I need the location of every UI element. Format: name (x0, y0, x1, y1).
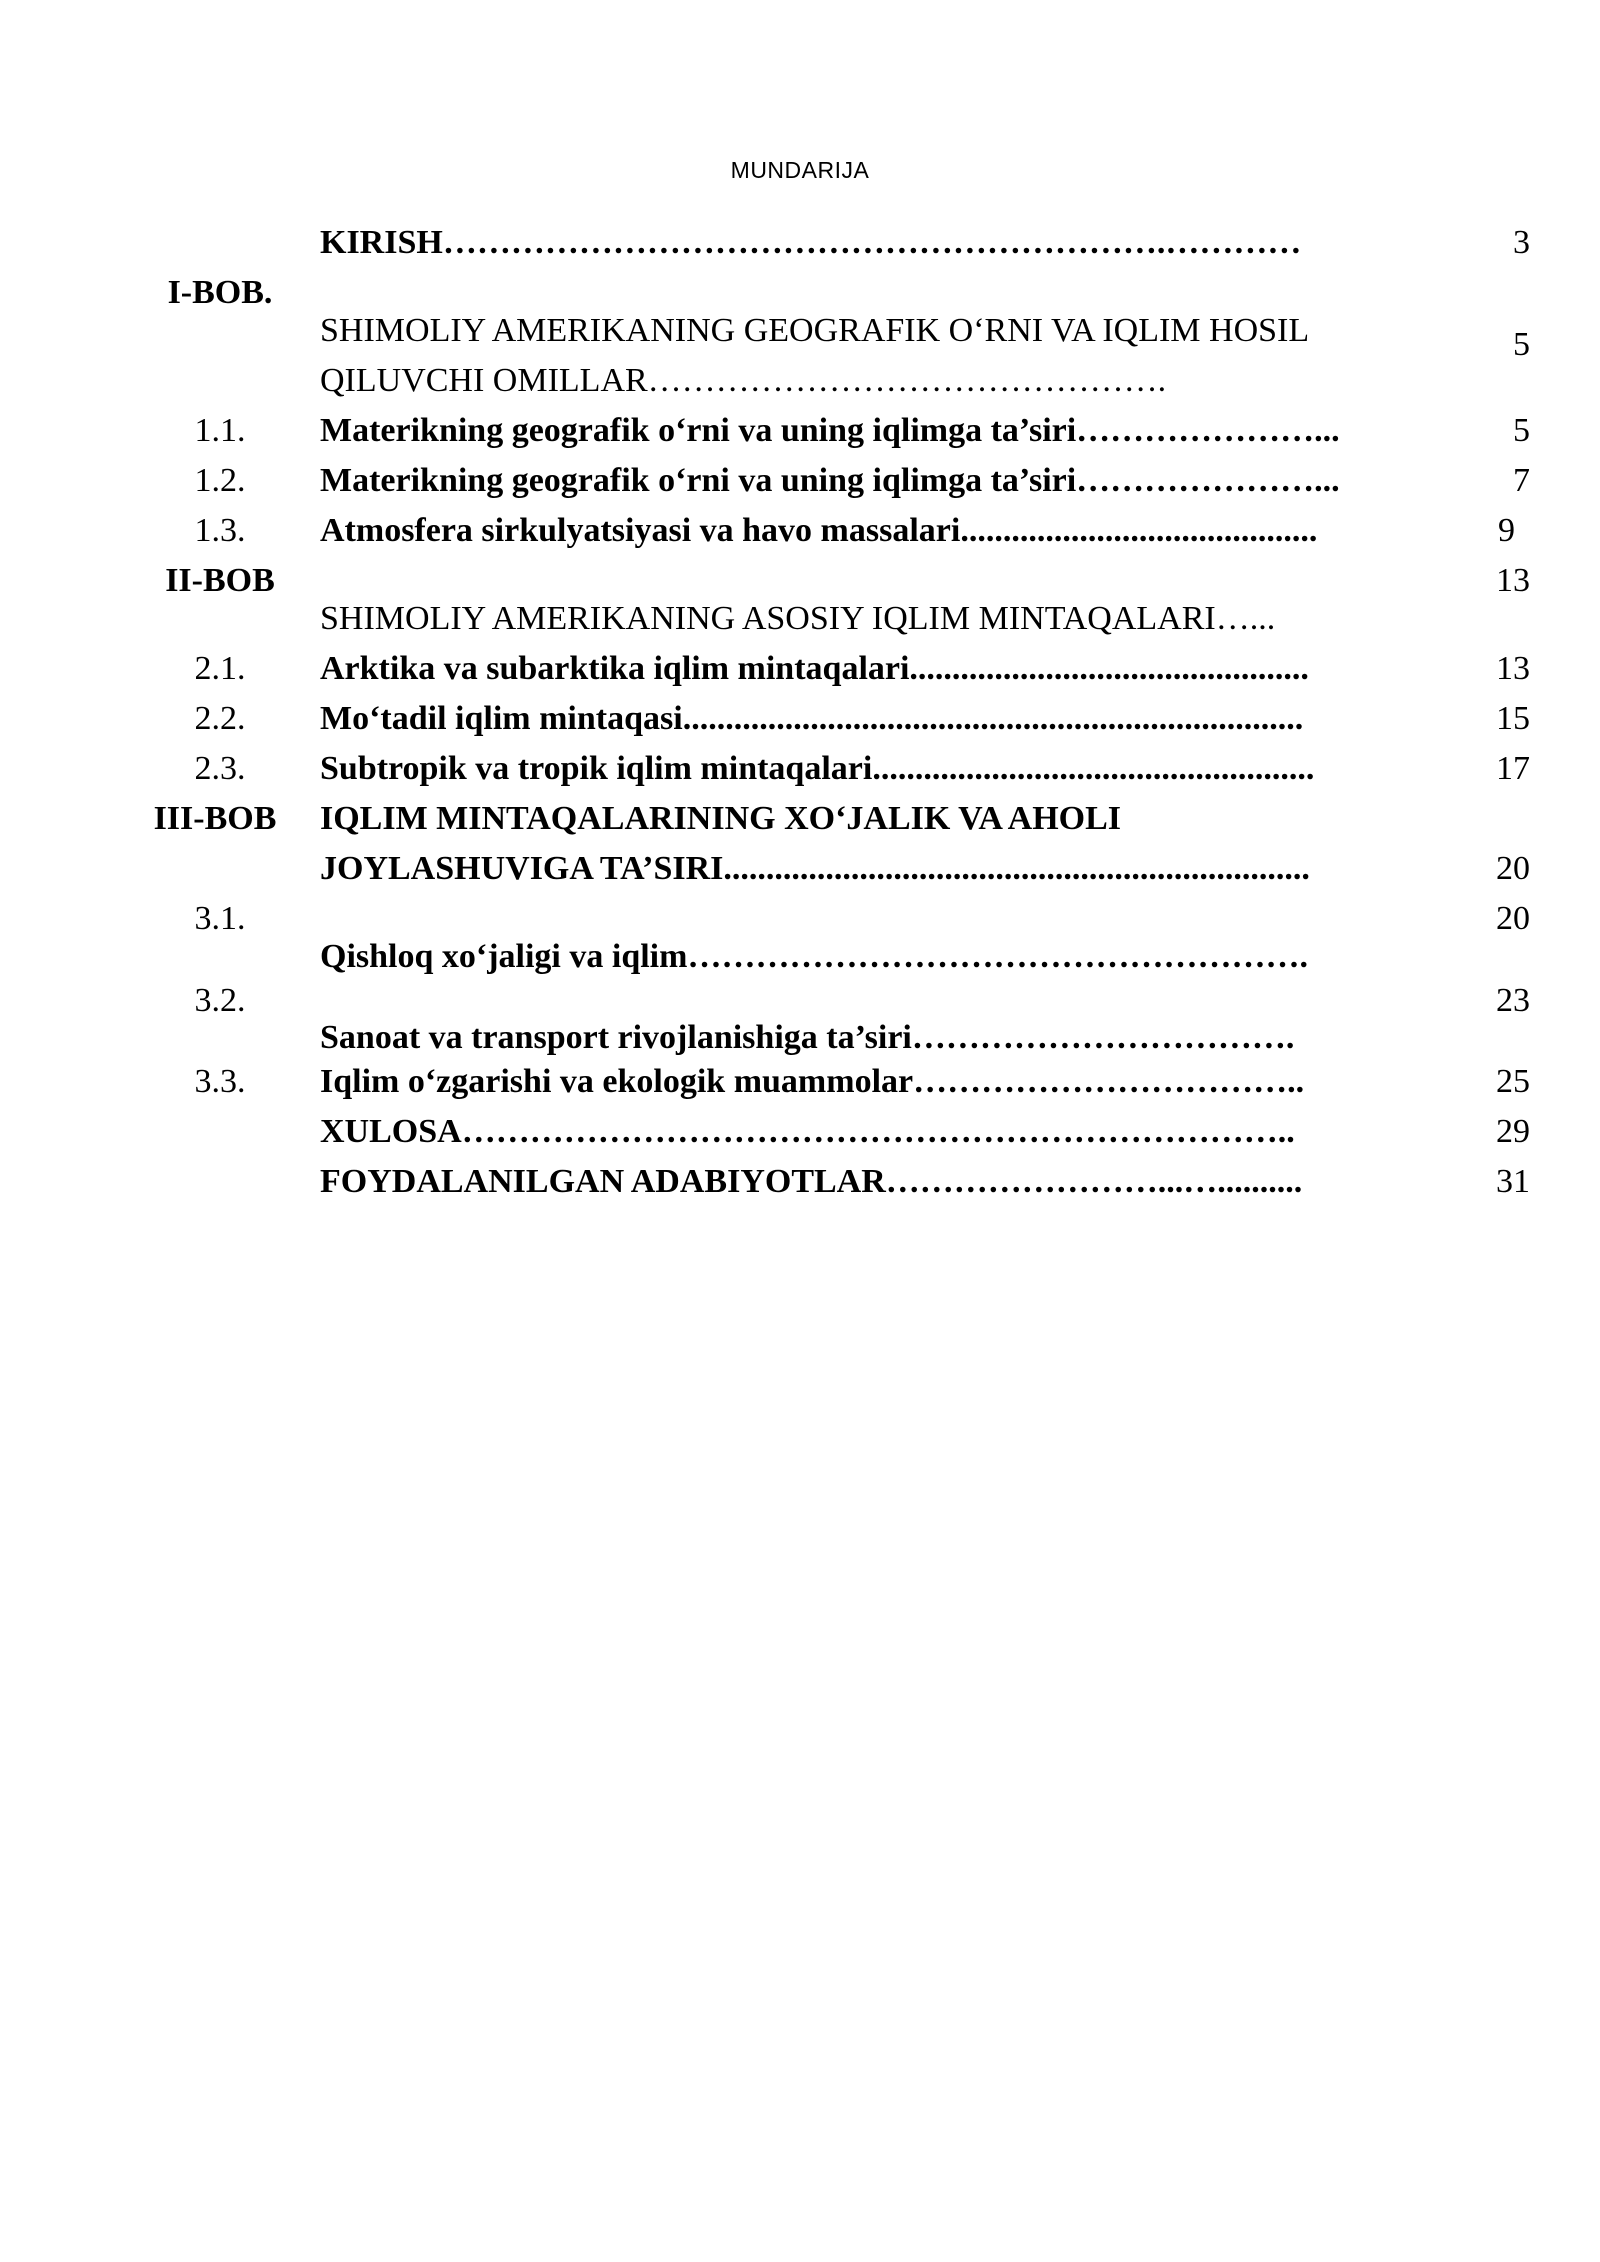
toc-section-num-3-1: 3.1. (194, 900, 246, 937)
toc-page-1-1: 5 (1513, 412, 1530, 449)
toc-page-2-2: 15 (1496, 700, 1530, 737)
toc-section-num-2-3: 2.3. (194, 750, 246, 787)
toc-page-2-3: 17 (1496, 750, 1530, 787)
toc-section-title-1-1: Materikning geografik o‘rni va uning iqlimga ta’siri…………………... (320, 412, 1340, 449)
toc-section-num-1-3: 1.3. (194, 512, 246, 549)
toc-chapter-title-2: SHIMOLIY AMERIKANING ASOSIY IQLIM MINTAQALARI…... (320, 600, 1276, 637)
toc-section-num-1-1: 1.1. (194, 412, 246, 449)
toc-chapter-title-3-line2: JOYLASHUVIGA TA’SIRI..................................................................... (320, 850, 1310, 887)
toc-page-chapter-2: 13 (1496, 562, 1530, 599)
toc-page-1-3: 9 (1498, 512, 1515, 549)
toc-section-title-3-2: Sanoat va transport rivojlanishiga ta’siri……………………………. (320, 1019, 1295, 1056)
toc-page-kirish: 3 (1513, 224, 1530, 261)
toc-page-1-2: 7 (1513, 462, 1530, 499)
toc-chapter-title-3-line1: IQLIM MINTAQALARINING XO‘JALIK VA AHOLI (320, 800, 1122, 837)
toc-entry-kirish: KIRISH……………………………………………………….………… (320, 224, 1302, 261)
toc-section-title-2-1: Arktika va subarktika iqlim mintaqalari............................................... (320, 650, 1309, 687)
toc-chapter-label-2: II-BOB (165, 562, 275, 599)
toc-section-title-1-2: Materikning geografik o‘rni va uning iqlimga ta’siri…………………... (320, 462, 1340, 499)
toc-section-num-1-2: 1.2. (194, 462, 246, 499)
toc-chapter-title-1-line2: QILUVCHI OMILLAR………………………………………. (320, 362, 1167, 399)
toc-page-adabiyotlar: 31 (1496, 1163, 1530, 1200)
toc-page-chapter-3: 20 (1496, 850, 1530, 887)
toc-heading: MUNDARIJA (730, 157, 870, 183)
toc-section-num-2-1: 2.1. (194, 650, 246, 687)
toc-section-title-2-3: Subtropik va tropik iqlim mintaqalari.................................................... (320, 750, 1315, 787)
toc-section-title-1-3: Atmosfera sirkulyatsiyasi va havo massalari.......................................... (320, 512, 1318, 549)
toc-section-title-3-3: Iqlim o‘zgarishi va ekologik muammolar…………………………….. (320, 1063, 1305, 1100)
toc-chapter-label-1: I-BOB. (167, 274, 273, 311)
toc-page-chapter-1: 5 (1513, 326, 1530, 363)
toc-section-num-3-2: 3.2. (194, 982, 246, 1019)
toc-section-title-2-2: Mo‘tadil iqlim mintaqasi......................................................................... (320, 700, 1304, 737)
toc-entry-adabiyotlar: FOYDALANILGAN ADABIYOTLAR……………………...….......... (320, 1163, 1303, 1200)
toc-section-title-3-1: Qishloq xo‘jaligi va iqlim………………………………………………. (320, 938, 1308, 975)
toc-page-2-1: 13 (1496, 650, 1530, 687)
toc-section-num-2-2: 2.2. (194, 700, 246, 737)
toc-entry-xulosa: XULOSA……………………………………………………………….. (320, 1113, 1295, 1150)
toc-page-xulosa: 29 (1496, 1113, 1530, 1150)
toc-chapter-title-1-line1: SHIMOLIY AMERIKANING GEOGRAFIK O‘RNI VA IQLIM HOSIL (320, 312, 1310, 349)
toc-page-3-1: 20 (1496, 900, 1530, 937)
toc-page-3-3: 25 (1496, 1063, 1530, 1100)
toc-page-3-2: 23 (1496, 982, 1530, 1019)
toc-section-num-3-3: 3.3. (194, 1063, 246, 1100)
toc-chapter-label-3: III-BOB (153, 800, 277, 837)
